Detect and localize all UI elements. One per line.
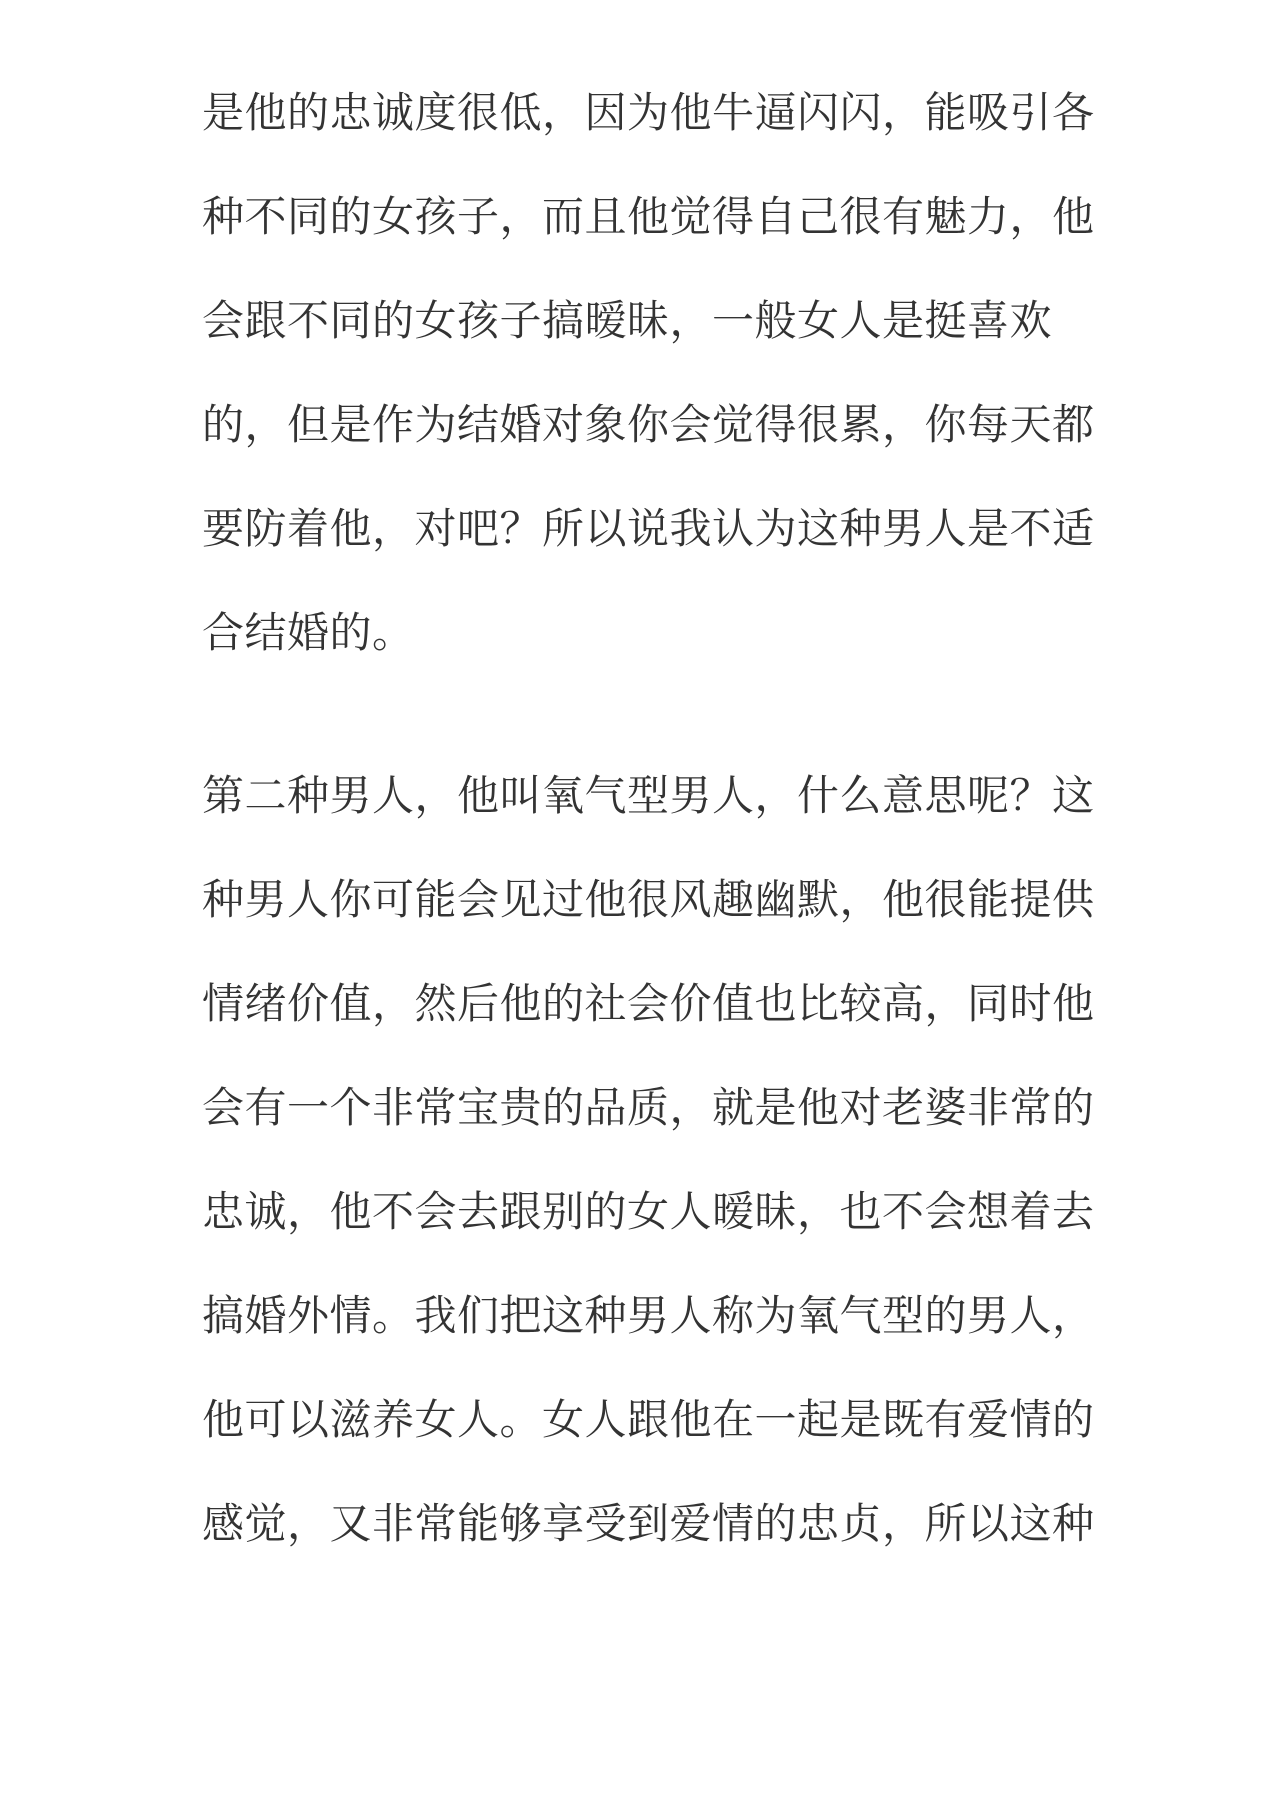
text-line: 情绪价值，然后他的社会价值也比较高，同时他: [202, 979, 1095, 1028]
text-line: 的，但是作为结婚对象你会觉得很累，你每天都: [202, 400, 1095, 449]
text-line: 他可以滋养女人。女人跟他在一起是既有爱情的: [202, 1395, 1095, 1444]
article-body: [202, 0, 1095, 1576]
paragraph-oxygen-type: [202, 685, 1095, 1576]
text-line: 忠诚，他不会去跟别的女人暧昧，也不会想着去: [202, 1187, 1095, 1236]
text-line: 会有一个非常宝贵的品质，就是他对老婆非常的: [202, 1083, 1095, 1132]
text-line: 要防着他，对吧？所以说我认为这种男人是不适: [202, 504, 1095, 553]
text-line: 搞婚外情。我们把这种男人称为氧气型的男人，: [202, 1291, 1095, 1340]
text-line: 种不同的女孩子，而且他觉得自己很有魅力，他: [202, 192, 1095, 241]
text-line: 种男人你可能会见过他很风趣幽默，他很能提供: [202, 875, 1095, 924]
text-line: 是他的忠诚度很低，因为他牛逼闪闪，能吸引各: [202, 88, 1095, 137]
text-line: 会跟不同的女孩子搞暧昧，一般女人是挺喜欢: [202, 296, 1053, 345]
text-line: 合结婚的。: [202, 608, 415, 657]
paragraph-loyalty: [202, 0, 1095, 685]
text-line: 第二种男人，他叫氧气型男人，什么意思呢？这: [202, 771, 1095, 820]
text-line: 感觉，又非常能够享受到爱情的忠贞，所以这种: [202, 1499, 1095, 1548]
